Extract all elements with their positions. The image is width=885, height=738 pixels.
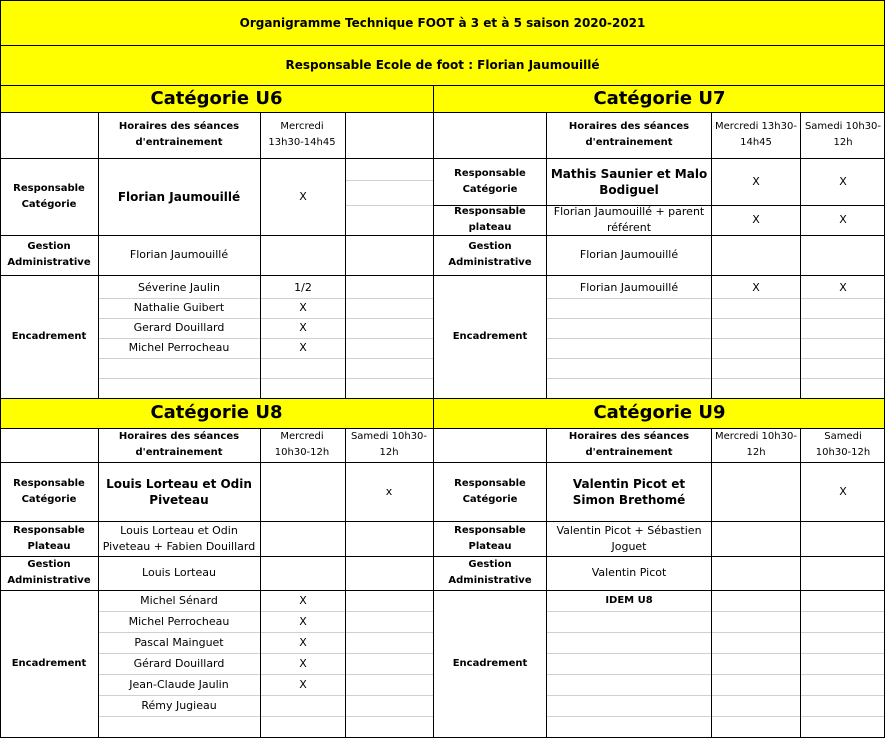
u9-responsable-label: Responsable Catégorie (454, 477, 526, 505)
list-item: Jean-Claude Jaulin (129, 677, 229, 691)
u9-responsable: Valentin Picot et Simon Brethomé (572, 476, 686, 507)
u9-plateau: Valentin Picot + Sébastien Joguet (556, 523, 702, 553)
u7-header: Catégorie U7 (593, 87, 726, 109)
list-item-mark: X (299, 635, 307, 649)
u7-encadrement-label: Encadrement (452, 330, 528, 342)
u9-gestion-label: Gestion Administrative (448, 559, 532, 586)
u8-slot2: Samedi 10h30-12h (350, 431, 428, 458)
u9-responsable-mark2: X (839, 484, 847, 498)
u7-plateau-mark2: X (839, 213, 847, 226)
list-item-mark: X (299, 321, 307, 334)
u8-responsable-label: Responsable Catégorie (13, 477, 85, 505)
u9-slot2: Samedi 10h30-12h (815, 431, 871, 458)
list-item-mark: X (299, 614, 307, 628)
u9-slot1: Mercredi 10h30-12h (715, 431, 797, 458)
u8-encadrement-label: Encadrement (11, 658, 87, 669)
u6-slot1: Mercredi 13h30-14h45 (268, 121, 336, 148)
u7-plateau-label: Responsable plateau (454, 206, 526, 233)
u7-slot1: Mercredi 13h30-14h45 (715, 121, 797, 148)
u6-responsable-label: Responsable Catégorie (13, 182, 85, 210)
u8-responsable-mark2: x (385, 484, 393, 498)
list-item-mark: 1/2 (294, 281, 312, 294)
u6-responsable: Florian Jaumouillé (117, 189, 241, 204)
u8-gestion: Louis Lorteau (142, 566, 216, 579)
u9-encadrement-note: IDEM U8 (605, 594, 653, 606)
u7-horaires-label: Horaires des séances d'entrainement (568, 121, 690, 148)
u6-encadrement-label: Encadrement (11, 330, 87, 342)
list-item: Nathalie Guibert (133, 301, 225, 314)
list-item: Pascal Mainguet (134, 635, 224, 649)
list-item: Michel Sénard (140, 593, 218, 607)
u7-plateau: Florian Jaumouillé + parent référent (553, 205, 705, 234)
u7-plateau-mark1: X (752, 213, 760, 226)
list-item: Séverine Jaulin (138, 281, 220, 294)
list-item-mark: X (299, 677, 307, 691)
u7-responsable-mark2: X (839, 174, 847, 188)
u7-gestion-label: Gestion Administrative (448, 241, 532, 268)
list-item-mark (261, 695, 345, 716)
list-item-mark: X (299, 301, 307, 314)
list-item: Rémy Jugieau (141, 698, 217, 712)
list-item-mark: X (299, 593, 307, 607)
list-item: Michel Perrocheau (128, 614, 230, 628)
u6-responsable-mark: X (299, 189, 307, 203)
u9-plateau-label: Responsable Plateau (454, 524, 526, 552)
u6-gestion-label: Gestion Administrative (7, 241, 91, 268)
u7-gestion: Florian Jaumouillé (579, 248, 679, 261)
u8-gestion-label: Gestion Administrative (7, 559, 91, 586)
page-title: Organigramme Technique FOOT à 3 et à 5 saison 2020-2021 (239, 15, 646, 30)
u6-header: Catégorie U6 (150, 87, 283, 109)
list-item: Michel Perrocheau (128, 341, 230, 354)
list-item-mark: X (752, 281, 760, 294)
u9-encadrement-label: Encadrement (452, 658, 528, 669)
list-item-mark: X (299, 341, 307, 354)
u8-plateau: Louis Lorteau et Odin Piveteau + Fabien Douillard (102, 523, 256, 553)
u6-slot2 (346, 112, 432, 158)
u7-slot2: Samedi 10h30-12h (804, 121, 882, 148)
list-item-mark: X (299, 656, 307, 670)
u8-horaires-label: Horaires des séances d'entrainement (118, 431, 240, 458)
u9-horaires-label: Horaires des séances d'entrainement (568, 431, 690, 458)
responsable-ecole: Responsable Ecole de foot : Florian Jaumouillé (285, 58, 600, 72)
list-item-mark: X (839, 281, 847, 294)
list-item: Florian Jaumouillé (579, 281, 679, 294)
u8-responsable: Louis Lorteau et Odin Piveteau (106, 476, 252, 507)
u7-responsable: Mathis Saunier et Malo Bodiguel (550, 166, 708, 197)
u7-responsable-label: Responsable Catégorie (454, 167, 526, 195)
u8-header: Catégorie U8 (150, 402, 283, 423)
u8-slot1: Mercredi 10h30-12h (274, 431, 330, 458)
u6-horaires-label: Horaires des séances d'entrainement (118, 121, 240, 148)
list-item: Gerard Douillard (133, 321, 225, 334)
list-item: Gérard Douillard (133, 656, 225, 670)
u8-plateau-label: Responsable Plateau (13, 524, 85, 552)
u9-gestion: Valentin Picot (591, 566, 667, 579)
u7-responsable-mark1: X (752, 174, 760, 188)
u9-header: Catégorie U9 (593, 402, 726, 423)
u6-gestion: Florian Jaumouillé (129, 248, 229, 261)
